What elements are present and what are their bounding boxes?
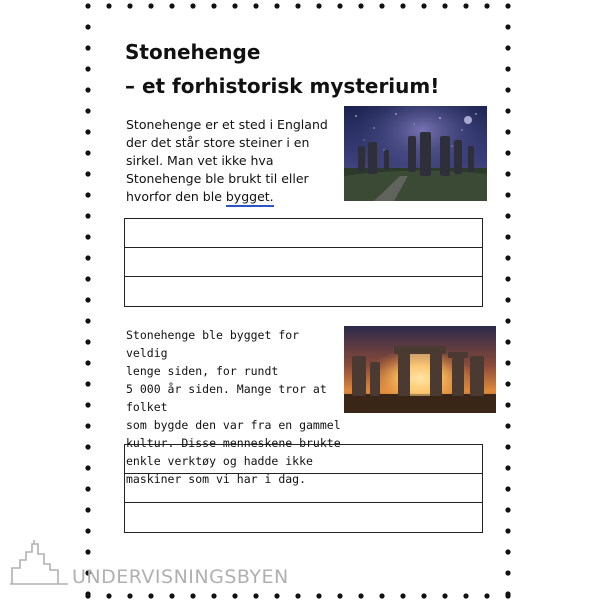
border-dot (505, 591, 510, 596)
border-dot (442, 593, 447, 598)
border-dot (85, 87, 90, 92)
paragraph-history-line: 5 000 år siden. Mange tror at folket (126, 382, 327, 414)
border-dot (85, 360, 90, 365)
border-dot (505, 192, 510, 197)
border-dot (85, 423, 90, 428)
border-dot (85, 318, 90, 323)
border-dot (85, 444, 90, 449)
border-dot (505, 66, 510, 71)
paragraph-history-line: maskiner som vi har i dag. (126, 472, 307, 486)
border-dot (505, 87, 510, 92)
paragraph-history-line: enkle verktøy og hadde ikke (126, 454, 313, 468)
border-dot (505, 339, 510, 344)
border-dot (106, 593, 111, 598)
border-dot (379, 593, 384, 598)
answer-line[interactable] (125, 445, 482, 474)
border-dot (505, 318, 510, 323)
border-dot (505, 444, 510, 449)
border-dot (484, 593, 489, 598)
border-dot (148, 3, 153, 8)
border-dot (400, 593, 405, 598)
border-dot (337, 593, 342, 598)
border-dot (85, 192, 90, 197)
border-dot (505, 255, 510, 260)
paragraph-intro-last-word: bygget. (226, 189, 274, 207)
border-dot (106, 3, 111, 8)
border-dot (505, 465, 510, 470)
border-dot (85, 297, 90, 302)
border-dot (274, 593, 279, 598)
answer-box-2[interactable] (124, 444, 483, 533)
border-dot (127, 3, 132, 8)
stonehenge-night-image (344, 106, 487, 201)
border-dot (463, 3, 468, 8)
border-dot (190, 593, 195, 598)
border-dot (85, 234, 90, 239)
border-dot (505, 45, 510, 50)
border-dot (505, 108, 510, 113)
border-dot (211, 593, 216, 598)
border-dot (484, 3, 489, 8)
border-dot (85, 213, 90, 218)
border-dot (421, 3, 426, 8)
border-dot (337, 3, 342, 8)
paragraph-history-line: som bygde den var fra en gammel (126, 418, 341, 432)
page-title: Stonehenge (125, 40, 261, 64)
stonehenge-sunset-image (344, 326, 496, 413)
border-dot (169, 593, 174, 598)
answer-box-1[interactable] (124, 218, 483, 307)
border-dot (85, 45, 90, 50)
border-dot (505, 276, 510, 281)
paragraph-history-line: lenge siden, for rundt (126, 364, 279, 378)
border-dot (379, 3, 384, 8)
city-skyline-logo-icon (10, 540, 70, 586)
border-dot (505, 423, 510, 428)
border-dot (295, 593, 300, 598)
border-dot (85, 528, 90, 533)
border-dot (505, 234, 510, 239)
border-dot (85, 381, 90, 386)
border-dot (358, 593, 363, 598)
answer-line[interactable] (125, 503, 482, 531)
border-dot (505, 360, 510, 365)
border-dot (316, 593, 321, 598)
border-dot (505, 507, 510, 512)
border-dot (505, 150, 510, 155)
answer-line[interactable] (125, 219, 482, 248)
border-dot (85, 591, 90, 596)
border-dot (85, 108, 90, 113)
border-dot (232, 3, 237, 8)
border-dot (127, 593, 132, 598)
border-dot (442, 3, 447, 8)
border-dot (85, 129, 90, 134)
border-dot (85, 3, 90, 8)
border-dot (505, 24, 510, 29)
border-dot (211, 3, 216, 8)
border-dot (421, 593, 426, 598)
border-dot (358, 3, 363, 8)
border-dot (85, 66, 90, 71)
border-dot (505, 297, 510, 302)
border-dot (85, 402, 90, 407)
answer-line[interactable] (125, 248, 482, 277)
border-dot (85, 339, 90, 344)
border-dot (85, 255, 90, 260)
paragraph-history-line: kultur. Disse menneskene brukte (126, 436, 341, 450)
border-dot (85, 465, 90, 470)
paragraph-history-line: Stonehenge ble bygget for veldig (126, 328, 300, 360)
answer-line[interactable] (125, 474, 482, 503)
border-dot (85, 24, 90, 29)
border-dot (505, 213, 510, 218)
border-dot (505, 171, 510, 176)
paragraph-intro-text: Stonehenge er et sted i England der det står store steiner i en sirkel. Man vet ikke hva Stonehenge ble brukt til eller hvorfor den ble (126, 117, 328, 204)
border-dot (505, 549, 510, 554)
border-dot (505, 570, 510, 575)
border-dot (274, 3, 279, 8)
border-dot (505, 129, 510, 134)
border-dot (505, 486, 510, 491)
border-dot (85, 150, 90, 155)
border-dot (148, 593, 153, 598)
border-dot (316, 3, 321, 8)
border-dot (505, 402, 510, 407)
answer-line[interactable] (125, 277, 482, 305)
border-dot (85, 171, 90, 176)
border-dot (253, 3, 258, 8)
border-dot (85, 549, 90, 554)
border-dot (253, 593, 258, 598)
border-dot (463, 593, 468, 598)
paragraph-intro (126, 116, 341, 206)
border-dot (505, 528, 510, 533)
logo-wordmark: UNDERVISNINGSBYEN (72, 566, 289, 588)
border-dot (505, 381, 510, 386)
page-subtitle: – et forhistorisk mysterium! (125, 74, 440, 98)
border-dot (232, 593, 237, 598)
border-dot (85, 507, 90, 512)
border-dot (169, 3, 174, 8)
border-dot (85, 276, 90, 281)
border-dot (190, 3, 195, 8)
border-dot (505, 3, 510, 8)
border-dot (400, 3, 405, 8)
border-dot (295, 3, 300, 8)
border-dot (85, 486, 90, 491)
